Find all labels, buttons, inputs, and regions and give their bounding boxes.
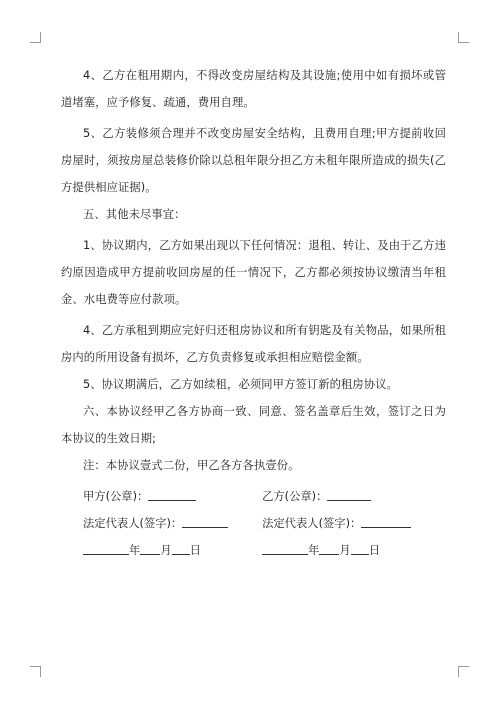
seal-row [61,483,446,510]
rep-b-signature-blank[interactable] [361,515,411,528]
rep-a-signature-blank[interactable] [182,515,228,528]
party-b-month-blank[interactable] [319,542,339,555]
paragraph-clause-4: 4、乙方在租用期内，不得改变房屋结构及其设施;使用中如有损坏或管道堵塞，应予修复、疏通，费用自理。 [61,69,446,109]
party-b-date [262,537,446,564]
party-a-seal-blank[interactable] [148,488,196,501]
year-label-a: 年 [129,544,141,557]
party-b-seal [262,483,446,510]
party-b-label: 乙方(公章)： [262,490,328,503]
crop-mark-bottom-right [458,666,469,677]
rep-a-label: 法定代表人(签字)： [83,517,183,530]
year-label-b: 年 [308,544,320,557]
section-heading-6: 六、本协议经甲乙各方协商一致、同意、签名盖章后生效，签订之日为本协议的生效日期; [61,405,446,445]
month-label-b: 月 [339,544,351,557]
party-a-date [83,537,262,564]
party-b-day-blank[interactable] [351,542,369,555]
representative-row [61,510,446,537]
note-line: 注：本协议壹式二份，甲乙各方各执壹份。 [83,459,300,472]
party-b-representative [262,510,446,537]
party-a-year-blank[interactable] [83,542,129,555]
party-a-day-blank[interactable] [172,542,190,555]
party-b-year-blank[interactable] [262,542,308,555]
paragraph-other-5: 5、协议期满后，乙方如续租，必须同甲方签订新的租房协议。 [83,378,399,391]
party-a-month-blank[interactable] [140,542,160,555]
party-a-seal [83,483,262,510]
party-b-seal-blank[interactable] [327,488,371,501]
party-a-representative [83,510,262,537]
party-a-label: 甲方(公章)： [83,490,149,503]
date-row [61,537,446,564]
paragraph-clause-5: 5、乙方装修须合理并不改变房屋安全结构，且费用自理;甲方提前收回房屋时，须按房屋总装修价除以总租年限分担乙方未租年限所造成的损失(乙方提供相应证据)。 [61,127,446,194]
paragraph-other-1: 1、协议期内，乙方如果出现以下任何情况：退租、转让、及由于乙方违约原因造成甲方提前收回房屋的任一情况下，乙方都必须按协议缴清当年租金、水电费等应付款项。 [61,239,446,306]
crop-mark-top-right [458,32,469,43]
section-heading-5: 五、其他未尽事宜： [83,208,186,221]
paragraph-other-4: 4、乙方承租到期应完好归还租房协议和所有钥匙及有关物品，如果所租房内的所用设备有损坏，乙方负责修复或承担相应赔偿金额。 [61,324,446,364]
crop-mark-bottom-left [30,666,41,677]
crop-mark-top-left [30,32,41,43]
document-body [61,62,446,564]
day-label-b: 日 [368,544,381,557]
rep-b-label: 法定代表人(签字)： [262,517,362,530]
day-label-a: 日 [189,544,201,557]
month-label-a: 月 [160,544,172,557]
